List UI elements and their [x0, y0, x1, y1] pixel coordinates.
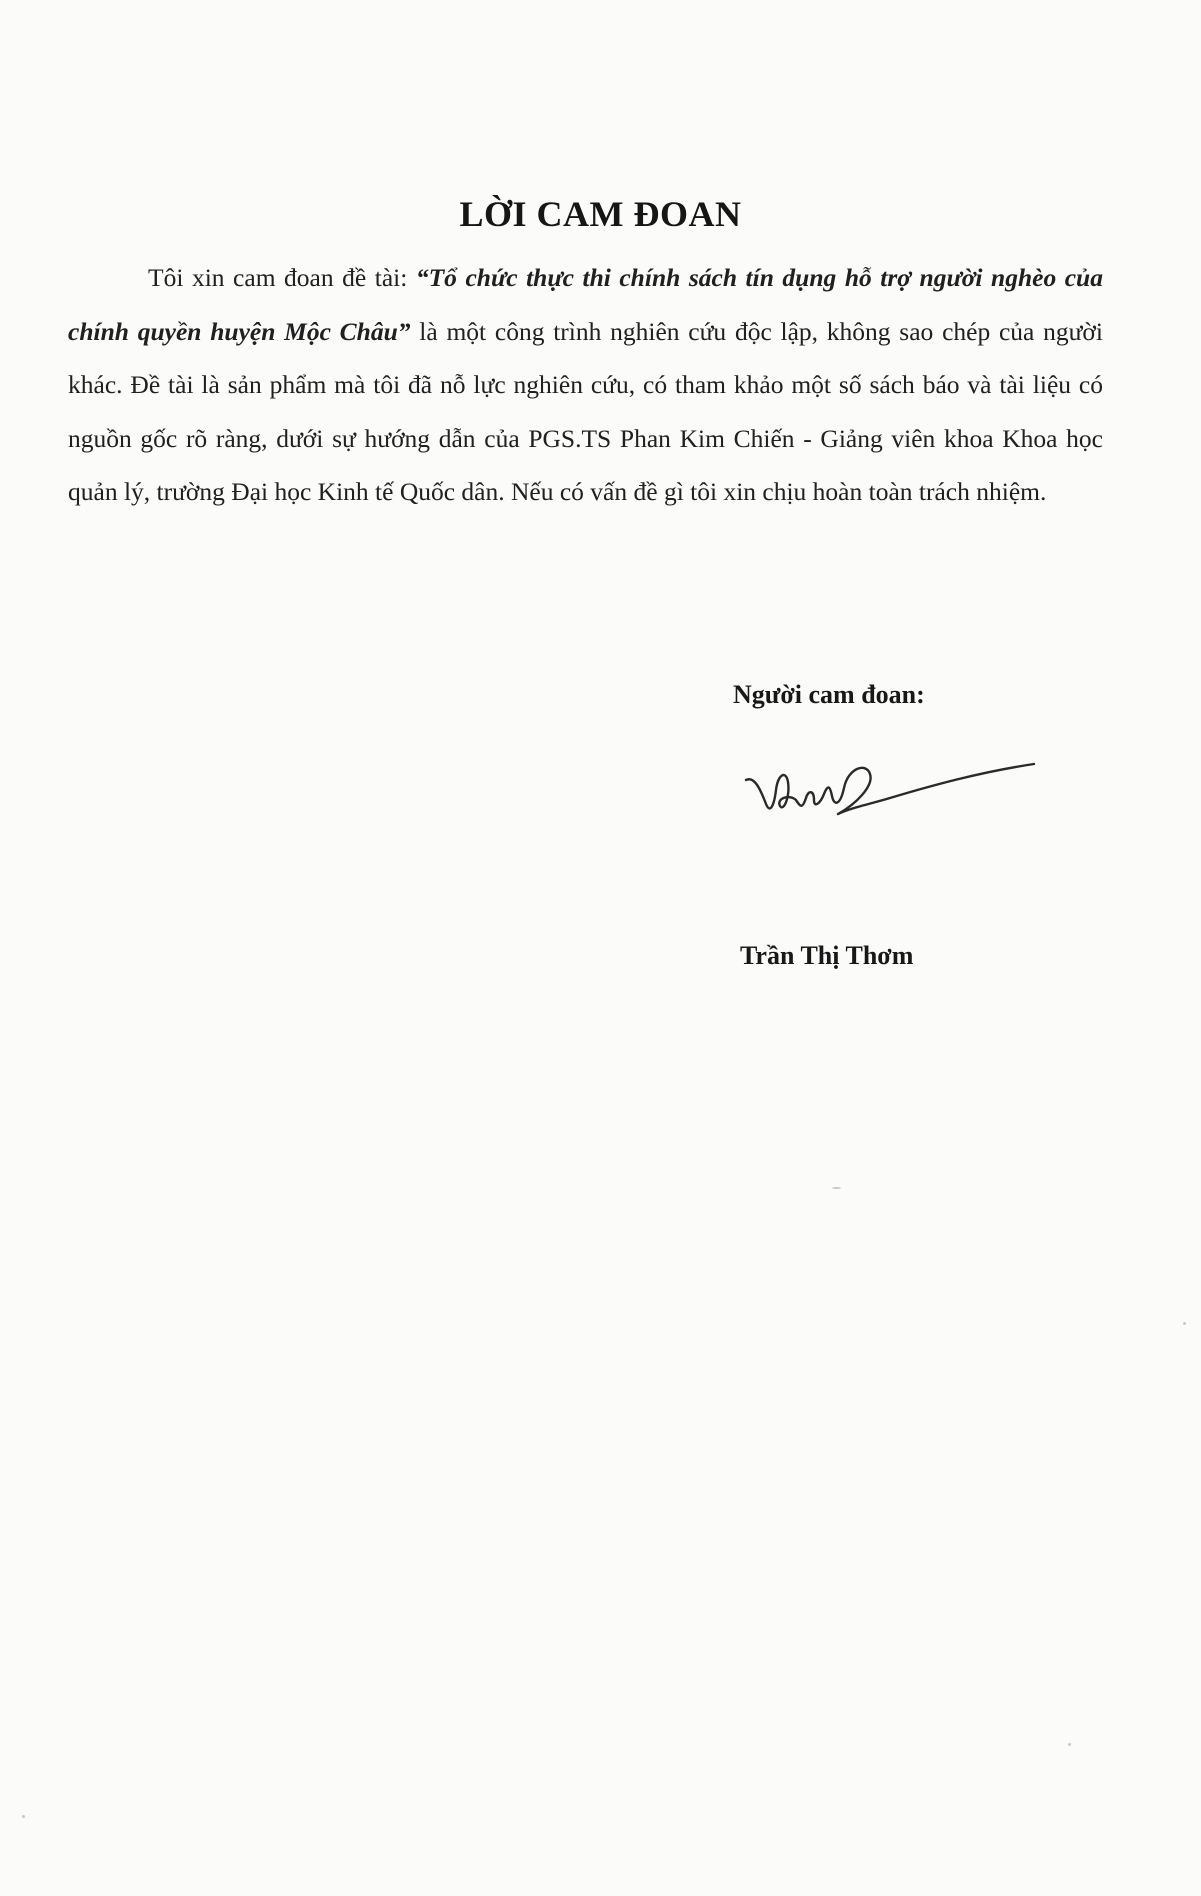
- paragraph-intro: Tôi xin cam đoan đề tài:: [148, 263, 416, 292]
- scan-speck: [1068, 1743, 1071, 1746]
- scan-speck: [1183, 1322, 1186, 1325]
- scan-speck: [832, 1187, 841, 1189]
- thesis-topic: “Tổ chức thực thi chính sách tín dụng hỗ trợ người nghèo của chính quyền huyện Mộc Châu”: [68, 263, 1103, 346]
- paragraph-body: là một công trình nghiên cứu độc lập, không sao chép của người khác. Đề tài là sản phẩm mà tôi đã nỗ lực nghiên cứu, có tham khảo một số sách báo và tài liệu có nguồn gốc rõ ràng, dưới sự hướng dẫn của PGS.TS Phan Kim Chiến - Giảng viên khoa Khoa học quản lý, trường Đại học Kinh tế Quốc dân. Nếu có vấn đề gì tôi xin chịu hoàn toàn trách nhiệm.: [68, 316, 1103, 506]
- scan-speck: [22, 1815, 25, 1818]
- signer-label: Người cam đoan:: [733, 680, 925, 709]
- document-title: LỜI CAM ĐOAN: [459, 194, 742, 234]
- handwritten-signature: [740, 748, 1040, 838]
- signer-name: Trần Thị Thơm: [740, 941, 914, 970]
- commitment-paragraph: [68, 251, 1103, 519]
